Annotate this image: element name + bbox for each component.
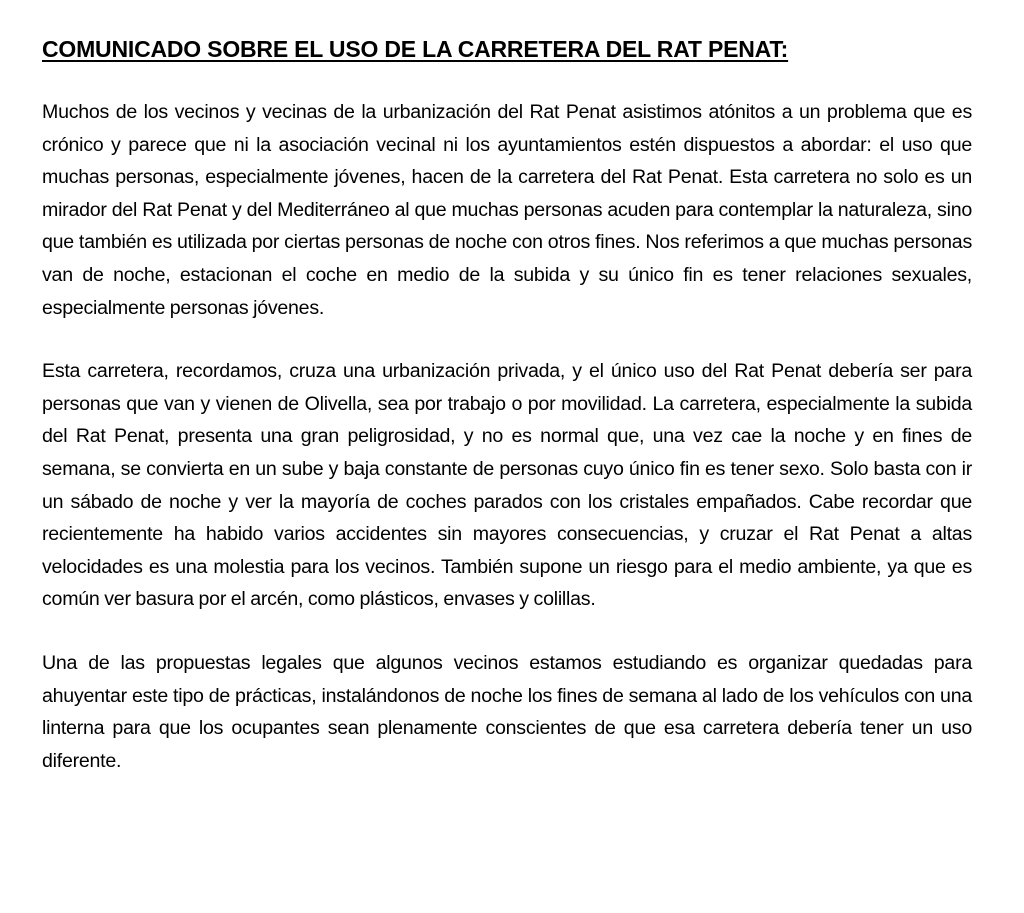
paragraph-1: Muchos de los vecinos y vecinas de la urbanización del Rat Penat asistimos atónitos a un problema que es crónico y parece que ni la asociación vecinal ni los ayuntamientos estén dispuestos a abordar: el uso que muchas personas, especialmente jóvenes, hacen de la carretera del Rat Penat. Esta carretera no solo es un mirador del Rat Penat y del Mediterráneo al que muchas personas acuden para contemplar la naturaleza, sino que también es utilizada por ciertas personas de noche con otros fines. Nos referimos a que muchas personas van de noche, estacionan el coche en medio de la subida y su único fin es tener relaciones sexuales, especialmente personas jóvenes. — [42, 101, 972, 319]
paragraph-2: Esta carretera, recordamos, cruza una urbanización privada, y el único uso del Rat Penat debería ser para personas que van y vienen de Olivella, sea por trabajo o por movilidad. La carretera, especialmente la subida del Rat Penat, presenta una gran peligrosidad, y no es normal que, una vez cae la noche y en fines de semana, se convierta en un sube y baja constante de personas cuyo único fin es tener sexo. Solo basta con ir un sábado de noche y ver la mayoría de coches parados con los cristales empañados. Cabe recordar que recientemente ha habido varios accidentes sin mayores consecuencias, y cruzar el Rat Penat a altas velocidades es una molestia para los vecinos. También supone un riesgo para el medio ambiente, ya que es común ver basura por el arcén, como plásticos, envases y colillas. — [42, 360, 972, 611]
document-page — [42, 30, 972, 777]
paragraph-3: Una de las propuestas legales que algunos vecinos estamos estudiando es organizar quedadas para ahuyentar este tipo de prácticas, instalándonos de noche los fines de semana al lado de los vehículos con una linterna para que los ocupantes sean plenamente conscientes de que esa carretera debería tener un uso diferente. — [42, 651, 972, 772]
document-title: COMUNICADO SOBRE EL USO DE LA CARRETERA DEL RAT PENAT: — [42, 36, 789, 62]
